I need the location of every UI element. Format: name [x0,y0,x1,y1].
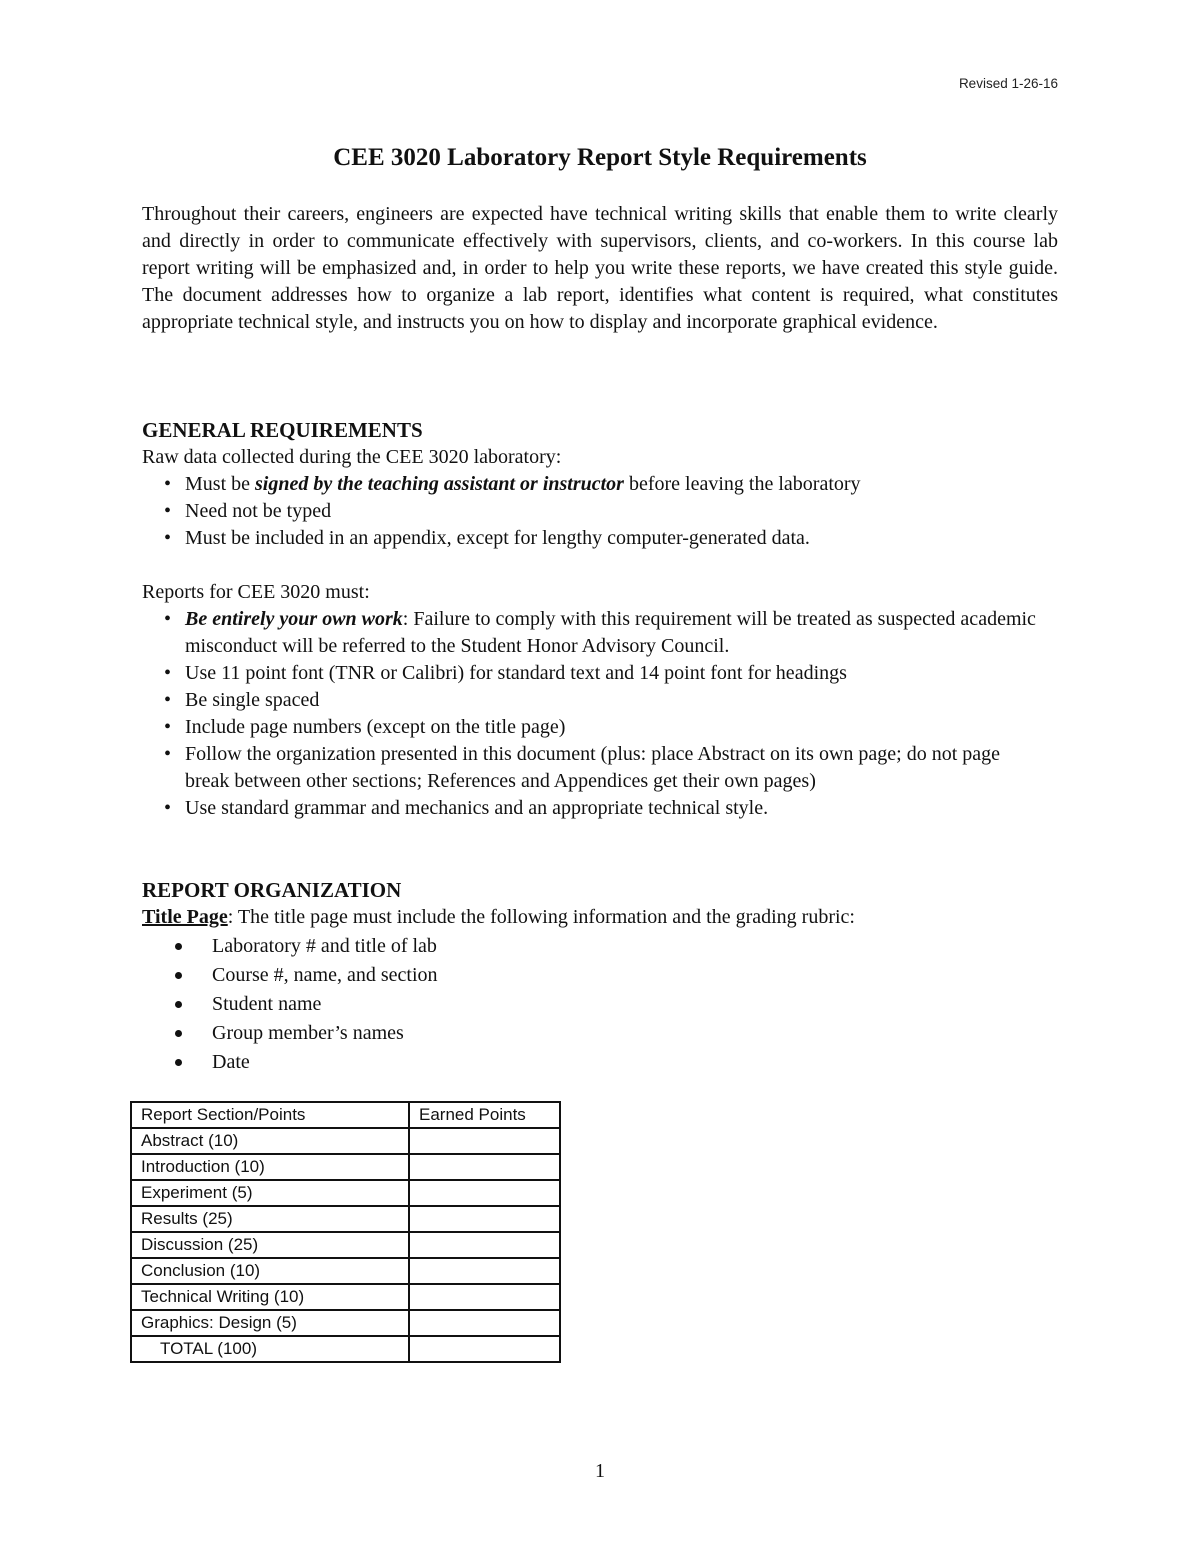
earned-points-cell [409,1154,560,1180]
list-item: Student name [172,990,438,1019]
report-organization-heading: REPORT ORGANIZATION [142,878,402,902]
section-cell: Abstract (10) [131,1128,409,1154]
grading-rubric-table [130,1101,561,1363]
section-cell: Discussion (25) [131,1232,409,1258]
earned-points-cell [409,1310,560,1336]
list-item: • Use 11 point font (TNR or Calibri) for standard text and 14 point font for headings [162,660,1042,687]
earned-points-cell [409,1128,560,1154]
document-title: CEE 3020 Laboratory Report Style Requirements [333,144,867,171]
list-item: • Be entirely your own work: Failure to comply with this requirement will be treated as suspected academic misconduct will be referred to the Student Honor Advisory Council. [162,606,1042,660]
revision-date: Revised 1-26-16 [958,76,1058,91]
raw-data-list [162,471,1062,552]
header-cell: Earned Points [409,1102,560,1128]
list-item: • Include page numbers (except on the title page) [162,714,1042,741]
raw-data-intro: Raw data collected during the CEE 3020 laboratory: [142,446,562,468]
earned-points-cell [409,1206,560,1232]
table-row [131,1258,560,1284]
table-row [131,1310,560,1336]
list-item: • Must be signed by the teaching assistant or instructor before leaving the laboratory [162,471,1062,498]
earned-points-cell [409,1284,560,1310]
earned-points-cell [409,1258,560,1284]
list-item: • Must be included in an appendix, except for lengthy computer-generated data. [162,525,1062,552]
list-item: • Be single spaced [162,687,1042,714]
general-requirements-heading: GENERAL REQUIREMENTS [142,418,423,442]
table-row [131,1154,560,1180]
page-number: 1 [595,1460,605,1482]
list-item: Laboratory # and title of lab [172,932,438,961]
section-cell: Results (25) [131,1206,409,1232]
section-cell: Experiment (5) [131,1180,409,1206]
table-header-row [131,1102,560,1128]
table-row [131,1284,560,1310]
title-page-label: Title Page [142,906,228,928]
table-total-row [131,1336,560,1362]
section-cell: Introduction (10) [131,1154,409,1180]
list-item: • Follow the organization presented in this document (plus: place Abstract on its own page; do not page break between other sections; References and Appendices get their own pages) [162,741,1042,795]
title-page-description: Title Page: The title page must include the following information and the grading rubric: [142,906,855,928]
header-cell: Report Section/Points [131,1102,409,1128]
list-item: • Need not be typed [162,498,1062,525]
earned-points-cell [409,1180,560,1206]
reports-requirements-list [162,606,1042,822]
table-row [131,1206,560,1232]
section-cell: Conclusion (10) [131,1258,409,1284]
section-cell: Technical Writing (10) [131,1284,409,1310]
list-item: • Use standard grammar and mechanics and an appropriate technical style. [162,795,1042,822]
list-item: Course #, name, and section [172,961,438,990]
intro-paragraph: Throughout their careers, engineers are expected have technical writing skills that enable them to write clearly and directly in order to communicate effectively with supervisors, clients, and co-workers. In this course lab report writing will be emphasized and, in order to help you write these reports, we have created this style guide. The document addresses how to organize a lab report, identifies what content is required, what constitutes appropriate technical style, and instructs you on how to display and incorporate graphical evidence. [142,203,1058,333]
list-item: Group member’s names [172,1019,438,1048]
earned-points-cell [409,1336,560,1362]
table-row [131,1128,560,1154]
table-row [131,1232,560,1258]
earned-points-cell [409,1232,560,1258]
table-row [131,1180,560,1206]
total-cell: TOTAL (100) [131,1336,409,1362]
list-item: Date [172,1048,438,1077]
title-page-items [172,932,438,1077]
section-cell: Graphics: Design (5) [131,1310,409,1336]
reports-intro: Reports for CEE 3020 must: [142,581,370,603]
